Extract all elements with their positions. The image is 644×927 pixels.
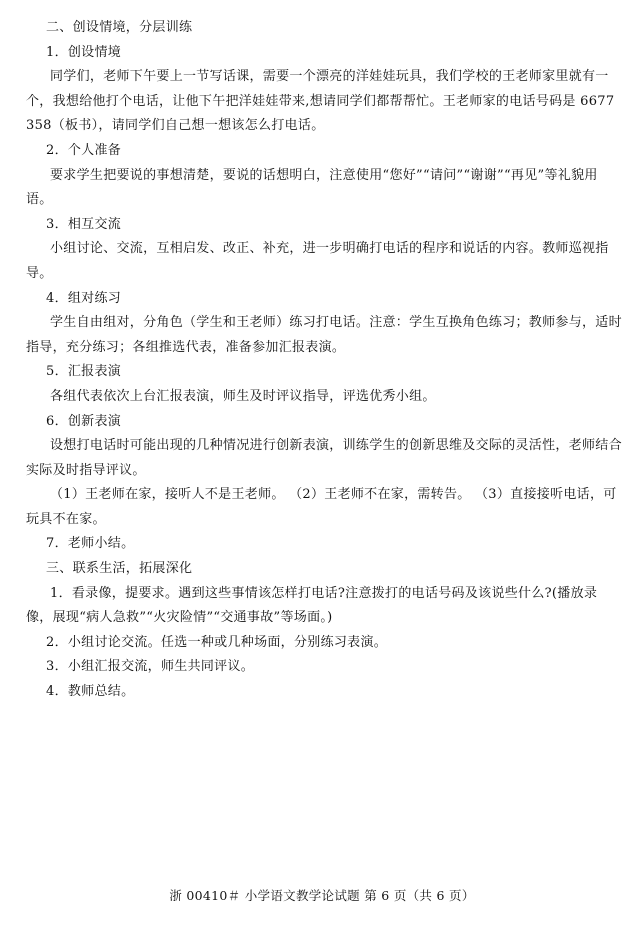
item-title: 1．创设情境 (46, 44, 122, 60)
item-paragraph: 同学们，老师下午要上一节写话课，需要一个漂亮的洋娃娃玩具，我们学校的王老师家里就有一个，我想给他打个电话，让他下午把洋娃娃带来,想请同学们都帮帮忙。王老师家的电话号码是 6677358（板书），请同学们自己想一想该怎么打电话。 (26, 69, 615, 134)
item-paragraph: 学生自由组对，分角色（学生和王老师）练习打电话。注意：学生互换角色练习；教师参与，适时指导，充分练习；各组推选代表，准备参加汇报表演。 (26, 315, 622, 355)
item-title: 2．个人准备 (46, 142, 122, 158)
item-paragraph: 要求学生把要说的事想清楚，要说的话想明白，注意使用“您好”“请问”“谢谢”“再见”等礼貌用语。 (26, 167, 598, 208)
document-body (26, 16, 622, 705)
section-heading: 二、创设情境，分层训练 (46, 20, 193, 35)
item-title: 6．创新表演 (46, 413, 122, 429)
item-paragraph: 各组代表依次上台汇报表演，师生及时评议指导，评选优秀小组。 (50, 388, 436, 404)
scenario-list: （1）王老师在家，接听人不是王老师。 （2）王老师不在家，需转告。 （3）直接接听电话，可玩具不在家。 (26, 487, 617, 527)
step-item: 3．小组汇报交流，师生共同评议。 (46, 659, 255, 675)
item-paragraph: 设想打电话时可能出现的几种情况进行创新表演，训练学生的创新思维及交际的灵活性，老师结合实际及时指导评议。 (26, 438, 622, 478)
item-paragraph: 小组讨论、交流，互相启发、改正、补充，进一步明确打电话的程序和说话的内容。教师巡视指导。 (26, 241, 609, 281)
step-item: 2．小组讨论交流。任选一种或几种场面，分别练习表演。 (46, 634, 388, 650)
item-title: 7．老师小结。 (46, 536, 135, 552)
step-item: 4．教师总结。 (46, 684, 135, 700)
item-title: 4．组对练习 (46, 290, 122, 306)
step-item: 1．看录像，提要求。遇到这些事情该怎样打电话?注意拨打的电话号码及该说些什么?(播放录像，展现“病人急救”“火灾险情”“交通事故”等场面。) (26, 585, 598, 626)
section-heading: 三、联系生活，拓展深化 (46, 561, 193, 577)
item-title: 3．相互交流 (46, 216, 122, 232)
page-footer: 浙 00410＃ 小学语文教学论试题 第 6 页（共 6 页） (169, 888, 475, 903)
item-title: 5．汇报表演 (46, 364, 122, 380)
